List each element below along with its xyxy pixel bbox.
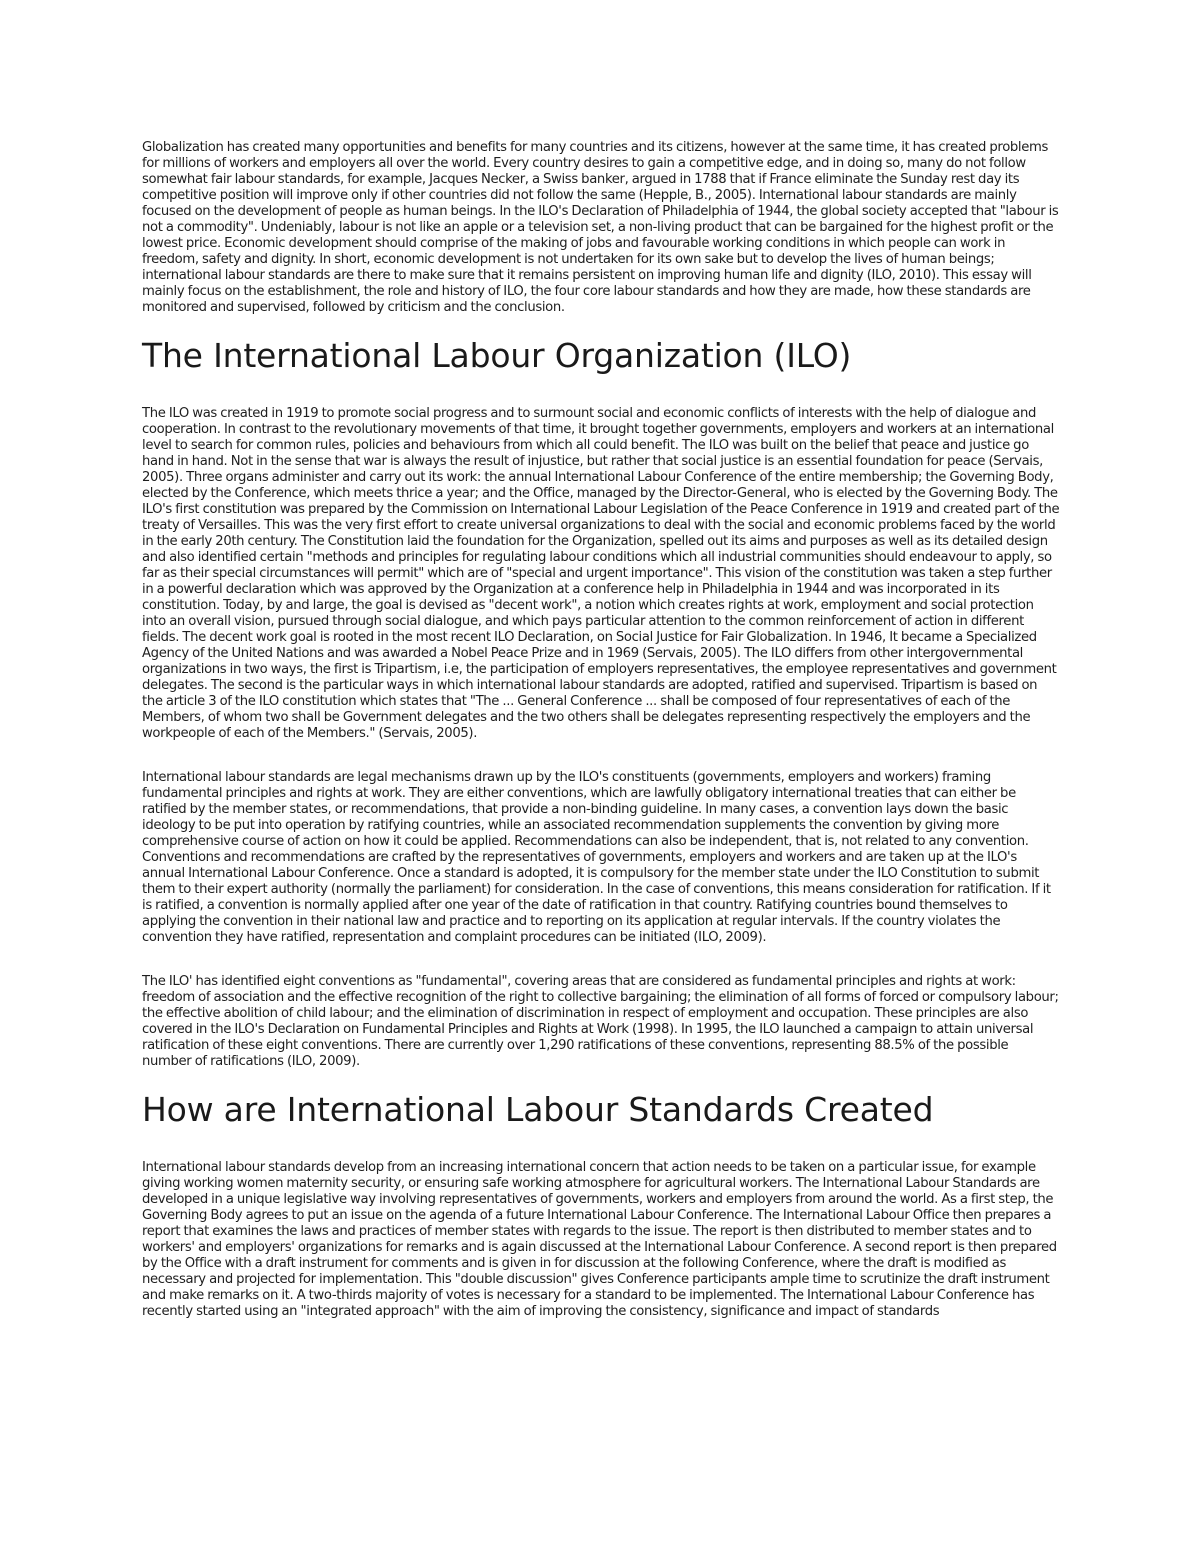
section-heading-standards-created: How are International Labour Standards Created [142,1090,934,1129]
intro-paragraph: Globalization has created many opportunities and benefits for many countries and its citizens, however at the same time, it has created problems for millions of workers and employers all over the world. Every country desires to gain a competitive edge, and in doing so, many do not follow somewhat fair labour standards, for example, Jacques Necker, a Swiss banker, argued in 1788 that if France eliminate the Sunday rest day its competitive position will improve only if other countries did not follow the same (Hepple, B., 2005). International labour standards are mainly focused on the development of people as human beings. In the ILO's Declaration of Philadelphia of 1944, the global society accepted that "labour is not a commodity". Undeniably, labour is not like an apple or a television set, a non-living product that can be bargained for the highest profit or the lowest price. Economic development should comprise of the making of jobs and favourable working conditions in which people can work in freedom, safety and dignity. In short, economic development is not undertaken for its own sake but to develop the lives of human beings; international labour standards are there to make sure that it remains persistent on improving human life and dignity (ILO, 2010). This essay will mainly focus on the establishment, the role and history of ILO, the four core labour standards and how they are made, how these standards are monitored and supervised, followed by criticism and the conclusion. [142,140,1059,315]
ilo-paragraph-fundamental-conventions: The ILO' has identified eight conventions as "fundamental", covering areas that are considered as fundamental principles and rights at work: freedom of association and the effective recognition of the right to collective bargaining; the elimination of all forms of forced or compulsory labour; the effective abolition of child labour; and the elimination of discrimination in respect of employment and occupation. These principles are also covered in the ILO's Declaration on Fundamental Principles and Rights at Work (1998). In 1995, the ILO launched a campaign to attain universal ratification of these eight conventions. There are currently over 1,290 ratifications of these conventions, representing 88.5% of the possible number of ratifications (ILO, 2009). [142,974,1059,1069]
section-heading-ilo: The International Labour Organization (ILO) [142,336,852,375]
document-page [142,140,1060,1320]
ilo-paragraph-history: The ILO was created in 1919 to promote social progress and to surmount social and economic conflicts of interests with the help of dialogue and cooperation. In contrast to the revolutionary movements of that time, it brought together governments, employers and workers at an international level to search for common rules, policies and behaviours from which all could benefit. The ILO was built on the belief that peace and justice go hand in hand. Not in the sense that war is always the result of injustice, but rather that social justice is an essential foundation for peace (Servais, 2005). Three organs administer and carry out its work: the annual International Labour Conference of the entire membership; the Governing Body, elected by the Conference, which meets thrice a year; and the Office, managed by the Director-General, who is elected by the Governing Body. The ILO's first constitution was prepared by the Commission on International Labour Legislation of the Peace Conference in 1919 and created part of the treaty of Versailles. This was the very first effort to create universal organizations to deal with the social and economic problems faced by the world in the early 20th century. The Constitution laid the foundation for the Organization, spelled out its aims and purposes as well as its detailed design and also identified certain "methods and principles for regulating labour conditions which all industrial communities should endeavour to apply, so far as their special circumstances will permit" which are of "special and urgent importance". This vision of the constitution was taken a step further in a powerful declaration which was approved by the Organization at a conference help in Philadelphia in 1944 and was incorporated in its constitution. Today, by and large, the goal is devised as "decent work", a notion which creates rights at work, employment and social protection into an overall vision, pursued through social dialogue, and which pays particular attention to the common reinforcement of action in different fields. The decent work goal is rooted in the most recent ILO Declaration, on Social Justice for Fair Globalization. In 1946, It became a Specialized Agency of the United Nations and was awarded a Nobel Peace Prize and in 1969 (Servais, 2005). The ILO differs from other intergovernmental organizations in two ways, the first is Tripartism, i.e, the participation of employers representatives, the employee representatives and government delegates. The second is the particular ways in which international labour standards are adopted, ratified and supervised. Tripartism is based on the article 3 of the ILO constitution which states that "The ... General Conference ... shall be composed of four representatives of each of the Members, of whom two shall be Government delegates and the two others shall be delegates representing respectively the employers and the workpeople of each of the Members." (Servais, 2005). [142,406,1060,741]
standards-creation-paragraph: International labour standards develop from an increasing international concern that action needs to be taken on a particular issue, for example giving working women maternity security, or ensuring safe working atmosphere for agricultural workers. The International Labour Standards are developed in a unique legislative way involving representatives of governments, workers and employers from around the world. As a first step, the Governing Body agrees to put an issue on the agenda of a future International Labour Conference. The International Labour Office then prepares a report that examines the laws and practices of member states with regards to the issue. The report is then distributed to member states and to workers' and employers' organizations for remarks and is again discussed at the International Labour Conference. A second report is then prepared by the Office with a draft instrument for comments and is given in for discussion at the following Conference, where the draft is modified as necessary and projected for implementation. This "double discussion" gives Conference participants ample time to scrutinize the draft instrument and make remarks on it. A two-thirds majority of votes is necessary for a standard to be implemented. The International Labour Conference has recently started using an "integrated approach" with the aim of improving the consistency, significance and impact of standards [142,1160,1057,1319]
ilo-paragraph-standards: International labour standards are legal mechanisms drawn up by the ILO's constituents (governments, employers and workers) framing fundamental principles and rights at work. They are either conventions, which are lawfully obligatory international treaties that can either be ratified by the member states, or recommendations, that provide a non-binding guideline. In many cases, a convention lays down the basic ideology to be put into operation by ratifying countries, while an associated recommendation supplements the convention by giving more comprehensive course of action on how it could be applied. Recommendations can also be independent, that is, not related to any convention. Conventions and recommendations are crafted by the representatives of governments, employers and workers and are taken up at the ILO's annual International Labour Conference. Once a standard is adopted, it is compulsory for the member state under the ILO Constitution to submit them to their expert authority (normally the parliament) for consideration. In the case of conventions, this means consideration for ratification. If it is ratified, a convention is normally applied after one year of the date of ratification in that country. Ratifying countries bound themselves to applying the convention in their national law and practice and to reporting on its application at regular intervals. If the country violates the convention they have ratified, representation and complaint procedures can be initiated (ILO, 2009). [142,770,1051,945]
